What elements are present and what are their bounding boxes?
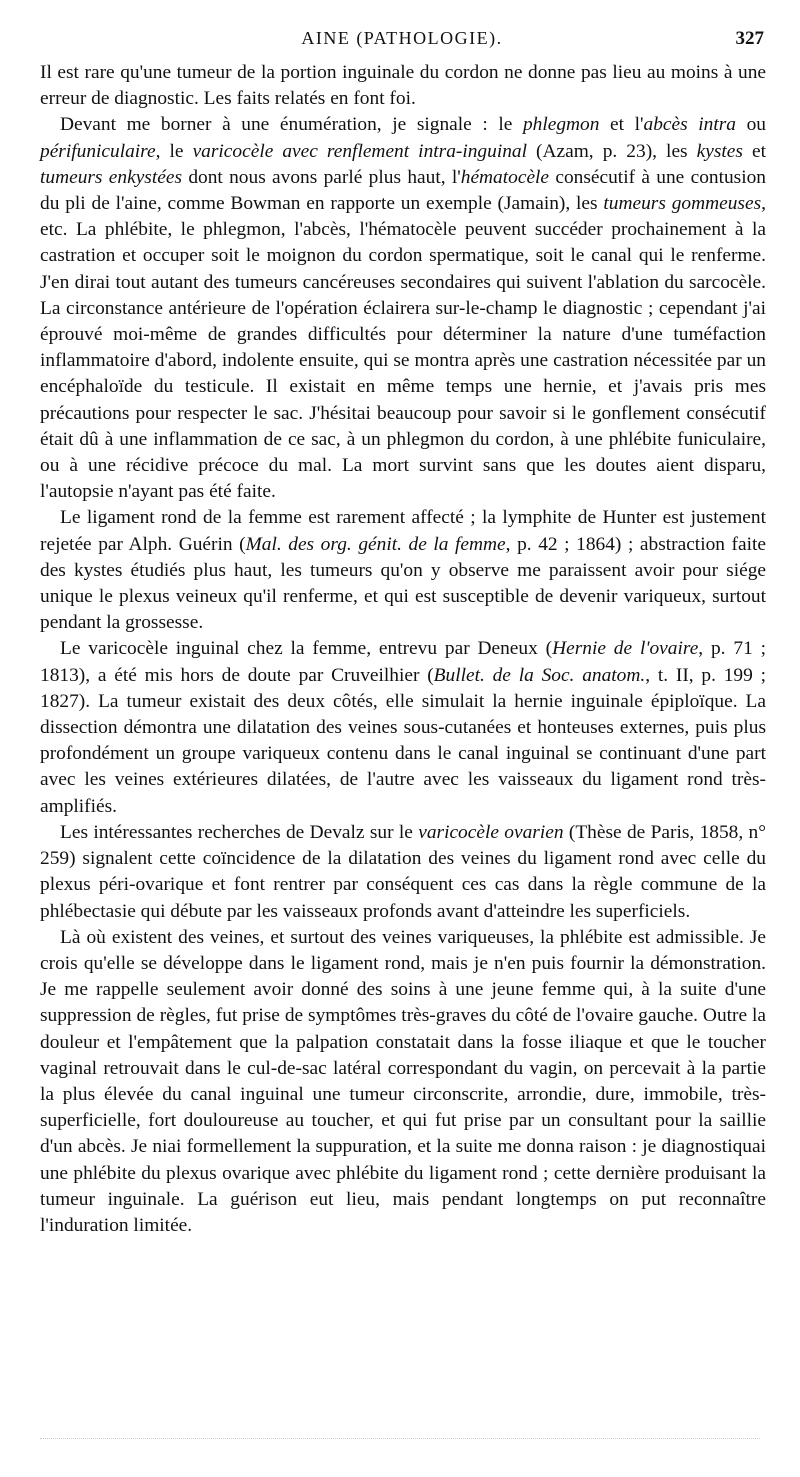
text-run: , etc. La phlébite, le phlegmon, l'abcès, l'hématocèle peuvent succéder prochainement à la castration et occuper soit le moignon du cordon spermatique, soit le canal qui le renferme. J'en dirai tout autant des tumeurs cancéreuses secondaires qui suivent l'ablation du sarcocèle. La circonstance antérieure de l'opération éclairera sur-le-champ le diagnostic ; cependant j'ai éprouvé moi-même de grandes difficultés pour déterminer la nature d'une tuméfaction inflammatoire d'abord, indolente ensuite, qui se montra après une castration nécessitée par un encéphaloïde du testicule. Il existait en même temps une hernie, et j'avais pris mes précautions pour respecter le sac. J'hésitai beaucoup pour savoir si le gonflement consécutif était dû à une inflammation de ce sac, à un phlegmon du cordon, à une phlébite funiculaire, ou à une récidive précoce du mal. La mort survint sans que les doutes aient disparu, l'autopsie n'ayant pas été faite. [40, 193, 766, 503]
italic-run: varicocèle ovarien [418, 821, 564, 843]
text-run: Les intéressantes recherches de Devalz sur le [60, 821, 419, 843]
italic-run: abcès intra [643, 114, 736, 136]
running-title: AINE (PATHOLOGIE). [301, 28, 503, 48]
text-run: ou [736, 114, 766, 136]
italic-run: périfuniculaire [40, 140, 156, 162]
text-run: Là où existent des veines, et surtout des veines variqueuses, la phlébite est admissible. Je crois qu'elle se développe dans le ligament rond, mais je n'en puis fournir la démonstration. Je me rappelle seulement avoir donné des soins à une jeune femme qui, à la suite d'une suppression de règles, fut prise de symptômes très-graves du côté de l'ovaire gauche. Outre la douleur et l'empâtement que la palpation constatait dans la fosse iliaque et que le toucher vaginal retrouvait dans le cul-de-sac latéral correspondant du vagin, on percevait à la partie la plus élevée du canal inguinal une tumeur circonscrite, arrondie, dure, immobile, très-superficielle, fort douloureuse au toucher, et qui fut prise par un consultant pour la saillie d'un abcès. Je niai formellement la suppuration, et la suite me donna raison : je diagnostiquai une phlébite du plexus ovarique avec phlébite du ligament rond ; cette dernière produisant la tumeur inguinale. La guérison eut lieu, mais pendant longtemps on put reconnaître l'induration limitée. [40, 926, 766, 1236]
italic-run: hématocèle [460, 166, 550, 188]
text-run: Le varicocèle inguinal chez la femme, entrevu par Deneux ( [60, 638, 553, 660]
paragraph-2 [40, 112, 766, 505]
italic-run: Hernie de l'ovaire [552, 638, 699, 660]
italic-run: Mal. des org. génit. de la femme [245, 533, 506, 555]
italic-run: phlegmon [522, 114, 600, 136]
text-run: (Azam, p. 23), les [527, 140, 697, 162]
footer-rule [40, 1438, 760, 1439]
text-run: Devant me borner à une énumération, je signale : le [60, 114, 523, 136]
paragraph-1 [40, 60, 766, 112]
text-run: , t. II, p. 199 ; 1827). La tumeur existait des deux côtés, elle simulait la hernie inguinale épiploïque. La dissection démontra une dilatation des veines sous-cutanées et honteuses externes, puis plus profondément un groupe variqueux contenu dans le canal inguinal se continuant d'une part avec les veines extérieures dilatées, de l'autre avec les vaisseaux du ligament rond très-amplifiés. [40, 664, 766, 817]
text-run: Il est rare qu'une tumeur de la portion inguinale du cordon ne donne pas lieu au moins à une erreur de diagnostic. Les faits relatés en font foi. [40, 62, 766, 110]
italic-run: kystes [696, 140, 743, 162]
running-header [40, 22, 764, 52]
text-run: (Thèse de Paris, 1858, n° 259) signalent cette coïncidence de la dilatation des veines du ligament rond avec celle du plexus péri-ovarique et font rentrer par conséquent ces cas dans la règle commune de la phlébectasie qui débute par les vaisseaux profonds avant d'atteindre les superficiels. [40, 821, 766, 922]
text-run: dont nous avons parlé plus haut, l' [182, 166, 461, 188]
text-run: Le ligament rond de la femme est rarement affecté ; la lymphite de Hunter est justement rejetée par Alph. Guérin ( [40, 507, 766, 555]
text-run: consécutif à une contusion du pli de l'aine, comme Bowman en rapporte un exemple (Jamain), les [40, 166, 766, 215]
italic-run: tumeurs enkystées [40, 166, 183, 188]
text-run: et [742, 140, 767, 162]
body-text [40, 60, 766, 1239]
paragraph-6 [40, 925, 766, 1239]
paragraph-5 [40, 820, 766, 925]
text-run: , p. 42 ; 1864) ; abstraction faite des kystes étudiés plus haut, les tumeurs qu'on y observe me paraissent avoir pour siége unique le plexus veineux qu'il renferme, et qui est susceptible de devenir variqueux, surtout pendant la grossesse. [40, 533, 766, 634]
italic-run: varicocèle avec renflement intra-inguinal [192, 140, 527, 162]
text-run: , p. 71 ; 1813), a été mis hors de doute par Cruveilhier ( [40, 638, 766, 686]
text-run: , le [155, 140, 193, 162]
text-run: et l' [599, 114, 644, 136]
page-number: 327 [735, 28, 764, 49]
italic-run: tumeurs gommeuses [603, 193, 762, 215]
paragraph-4 [40, 636, 766, 819]
paragraph-3 [40, 505, 766, 636]
italic-run: Bullet. de la Soc. anatom. [433, 664, 646, 686]
